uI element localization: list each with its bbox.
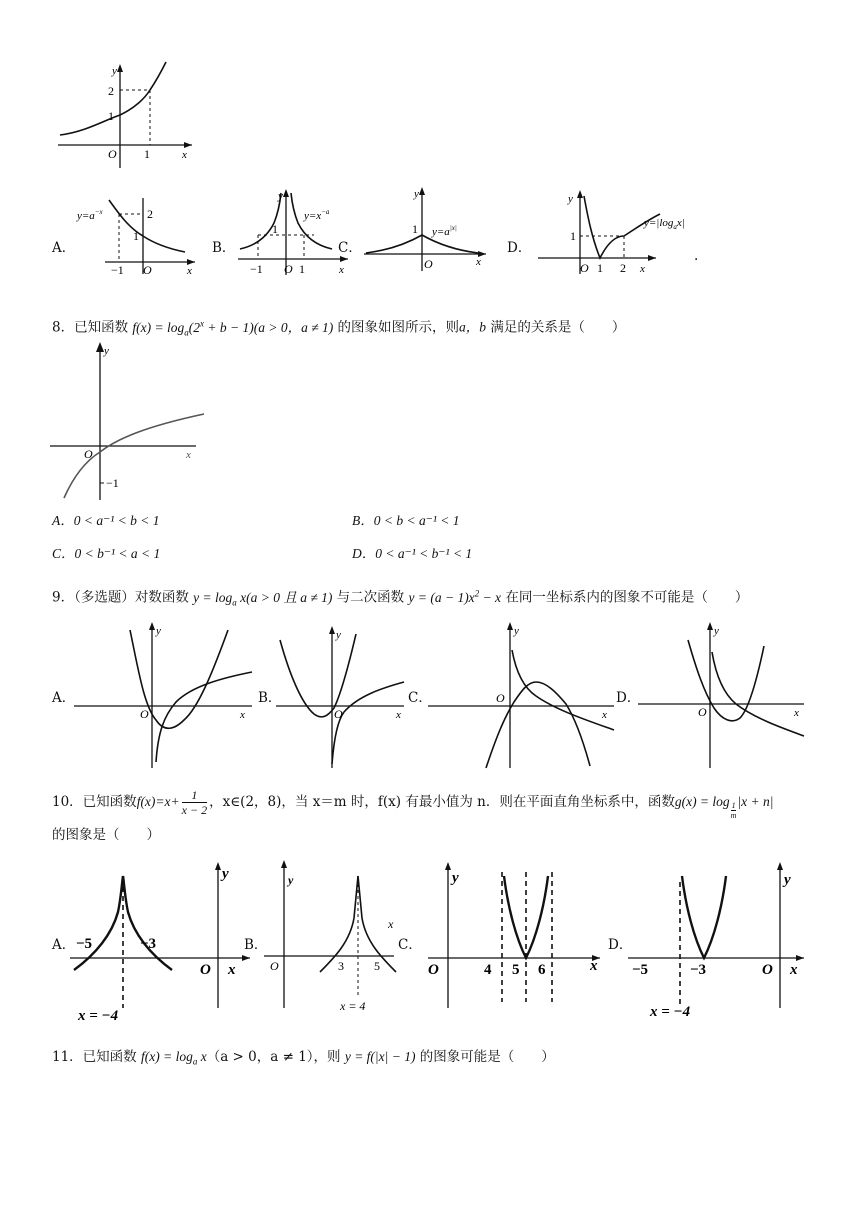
axis-y-label: y: [278, 190, 283, 202]
q10-option-d-label: D．: [608, 937, 633, 953]
origin-label: O: [496, 691, 505, 705]
tick-minus3: −3: [690, 962, 707, 978]
origin-label: O: [108, 147, 117, 161]
question-8-stem: 8．已知函数 $f(x) = \log_a(2^x + b - 1)(a > 0$，a ≠ 1) 的图象如图所示，则a，b 满足的关系是（ ）: [52, 318, 626, 338]
q9-option-a-graph: [72, 620, 262, 770]
tick-3: 3: [338, 959, 344, 973]
origin-label: O: [334, 707, 343, 721]
axis-x-label: x: [640, 263, 645, 275]
origin-label: O: [143, 263, 152, 276]
q9-option-a-label: A．: [52, 690, 76, 706]
question-10-stem: 10．已知函数f(x)=x+ $\frac{1}{x - 2}$ ，x∈(2，8)，当 x＝m 时，f(x) 有最小值为 n．则在平面直角坐标系中，函数g(x) = log $\frac{1}{m}$ |x + n|: [52, 788, 774, 820]
trailing-dot: .: [694, 248, 699, 264]
axis-y-label: y: [784, 872, 791, 888]
q7-option-b-graph: [236, 187, 354, 277]
tick-x-2: 2: [620, 261, 626, 275]
tick-minus5: −5: [632, 962, 649, 978]
axis-y-label: y: [514, 625, 519, 637]
question-10-stem-line2: 的图象是（ ）: [52, 827, 160, 843]
axis-x-label: x: [396, 709, 401, 721]
q9-option-d-label: D．: [616, 690, 641, 706]
option-b-label: B．: [212, 240, 236, 256]
tick-y-1: 1: [570, 229, 576, 243]
axis-x-label: x: [590, 958, 598, 974]
tick-6: 6: [538, 962, 546, 978]
origin-label: O: [424, 257, 433, 271]
q8-option-c[interactable]: C．0 < b⁻¹ < a < 1: [52, 546, 161, 561]
axis-x-label: x: [182, 149, 187, 161]
axis-x-label: x: [602, 709, 607, 721]
axis-x-label: x: [794, 707, 799, 719]
axis-x-label: x: [476, 256, 481, 268]
q10-option-a-graph: [66, 858, 256, 1028]
q9-option-c-label: C．: [408, 690, 432, 706]
tick-y-minus1: −1: [106, 476, 119, 490]
tick-y-2: 2: [108, 84, 114, 98]
axis-y-label: y: [568, 193, 573, 205]
option-a-label: A．: [52, 240, 76, 256]
axis-x-label: x: [186, 449, 191, 461]
axis-y-label: y: [112, 65, 117, 77]
tick-5: 5: [374, 959, 380, 973]
axis-x-label: x: [339, 264, 344, 276]
origin-label: O: [580, 261, 589, 275]
origin-label: O: [140, 707, 149, 721]
tick-x-1: 1: [597, 261, 603, 275]
question-9-stem: 9．（多选题）对数函数 $y = \log_a x(a > 0$ 且 a ≠ 1) 与二次函数 $y = (a - 1)x^2 - x$ 在同一坐标系内的图象不可能是（ ）: [52, 588, 749, 608]
question-11-stem: 11．已知函数 $f(x) = \log_a x(a > 0$，a ≠ 1），则 y = f(|x| − 1) 的图象可能是（ ）: [52, 1049, 555, 1067]
origin-label: O: [200, 962, 211, 978]
axis-y-label: y: [104, 345, 109, 357]
tick-y-1: 1: [108, 109, 114, 123]
tick-x-minus1: −1: [111, 263, 124, 276]
tick-x-1: 1: [299, 262, 305, 276]
q7-option-c-graph: [360, 185, 492, 271]
q8-option-d[interactable]: D．0 < a⁻¹ < b⁻¹ < 1: [352, 546, 473, 561]
q10-option-a-label: A．: [52, 937, 76, 953]
axis-y-label: y: [156, 625, 161, 637]
tick-5: 5: [512, 962, 520, 978]
q7-stem-graph: [50, 60, 200, 172]
tick-y-1: 1: [412, 222, 418, 236]
axis-x-label: x: [790, 962, 798, 978]
axis-x-label: x: [187, 265, 192, 276]
q9-option-c-graph: [426, 620, 618, 770]
option-d-label: D．: [507, 240, 532, 256]
axis-x-label: x: [240, 709, 245, 721]
axis-y-label: y: [414, 188, 419, 200]
q8-option-a[interactable]: A．0 < a⁻¹ < b < 1: [52, 513, 160, 528]
q10-option-b-graph: [262, 858, 408, 1028]
axis-y-label: y: [452, 870, 459, 886]
asymptote-label: x = −4: [650, 1004, 691, 1020]
q9-option-b-graph: [274, 620, 414, 770]
axis-x-label: x: [228, 962, 236, 978]
option-c-label: C．: [338, 240, 362, 256]
origin-label: O: [284, 262, 293, 276]
tick-4: 4: [484, 962, 492, 978]
q8-option-b[interactable]: B．0 < b < a⁻¹ < 1: [352, 513, 460, 528]
axis-y-label: y: [288, 873, 294, 887]
axis-x-label: x: [388, 917, 394, 931]
q10-option-b-label: B．: [244, 937, 268, 953]
axis-y-label: y: [714, 625, 719, 637]
origin-label: O: [428, 962, 439, 978]
curve-label: $y=x^{-a}$: [304, 208, 330, 222]
origin-label: O: [762, 962, 773, 978]
origin-label: O: [84, 447, 93, 461]
asymptote-label: x = 4: [340, 999, 366, 1013]
curve-label: $y=a^{|x|}$: [432, 224, 457, 238]
tick-minus5: −5: [76, 936, 93, 952]
tick-x-minus1: −1: [250, 262, 263, 276]
curve-label: $y=a^{-x}$: [77, 208, 103, 222]
q9-option-b-label: B．: [258, 690, 282, 706]
q7-option-d-graph: [536, 188, 702, 276]
q7-option-a-graph: [75, 192, 200, 276]
tick-y-2: 2: [147, 207, 153, 221]
tick-y-1: 1: [133, 229, 139, 243]
axis-y-label: y: [222, 866, 229, 882]
q10-option-c-graph: [420, 858, 606, 1028]
asymptote-label: x = −4: [78, 1008, 119, 1024]
q10-option-c-label: C．: [398, 937, 422, 953]
tick-minus3: −3: [140, 936, 157, 952]
axis-y-label: y: [336, 629, 341, 641]
origin-label: O: [270, 959, 279, 973]
origin-label: O: [698, 705, 707, 719]
tick-x-1: 1: [144, 147, 150, 161]
q9-option-d-graph: [636, 620, 808, 770]
q8-graph: [48, 340, 208, 502]
curve-label: $y=|\log_ax|$: [644, 217, 685, 231]
tick-y-1: 1: [272, 222, 278, 236]
q10-option-d-graph: [624, 858, 808, 1028]
